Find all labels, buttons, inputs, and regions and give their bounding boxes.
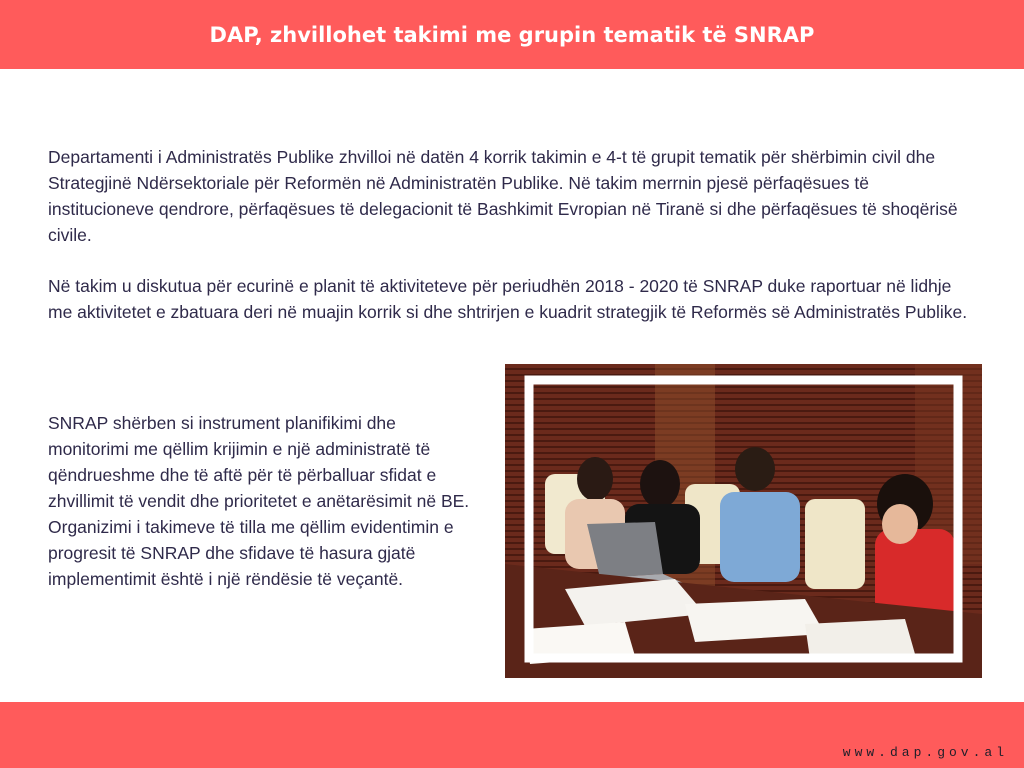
body-paragraph-2: Në takim u diskutua për ecurinë e planit të aktiviteteve për periudhën 2018 - 2020 të SNRAP duke raportuar në lidhje me aktivitetet e zbatuara deri në muajin korrik si dhe shtrirjen e kuadrit strategjik të Reformës së Administratës Publike. <box>48 276 968 322</box>
website-url: www.dap.gov.al <box>842 745 1008 760</box>
page-title: DAP, zhvillohet takimi me grupin tematik të SNRAP <box>209 22 815 47</box>
header-bar <box>0 0 1024 69</box>
body-paragraph-3: SNRAP shërben si instrument planifikimi dhe monitorimi me qëllim krijimin e një administratë të qëndrueshme dhe të aftë për të përballuar sfidat e zhvillimit të vendit dhe prioritetet e anëtarësimit në BE. Organizimi i takimeve të tilla me qëllim evidentimin e progresit të SNRAP dhe sfidave të hasura gjatë implementimit është i një rëndësie të veçantë. <box>48 413 470 589</box>
body-paragraph-1: Departamenti i Administratës Publike zhvilloi në datën 4 korrik takimin e 4-t të grupit tematik për shërbimin civil dhe Strategjinë Ndërsektoriale për Reformën në Administratën Publike. Në takim merrnin pjesë përfaqësues të institucioneve qendrore, përfaqësues të delegacionit të Bashkimit Evropian në Tiranë si dhe përfaqësues të shoqërisë civile. <box>48 147 958 245</box>
meeting-photo <box>505 364 982 678</box>
